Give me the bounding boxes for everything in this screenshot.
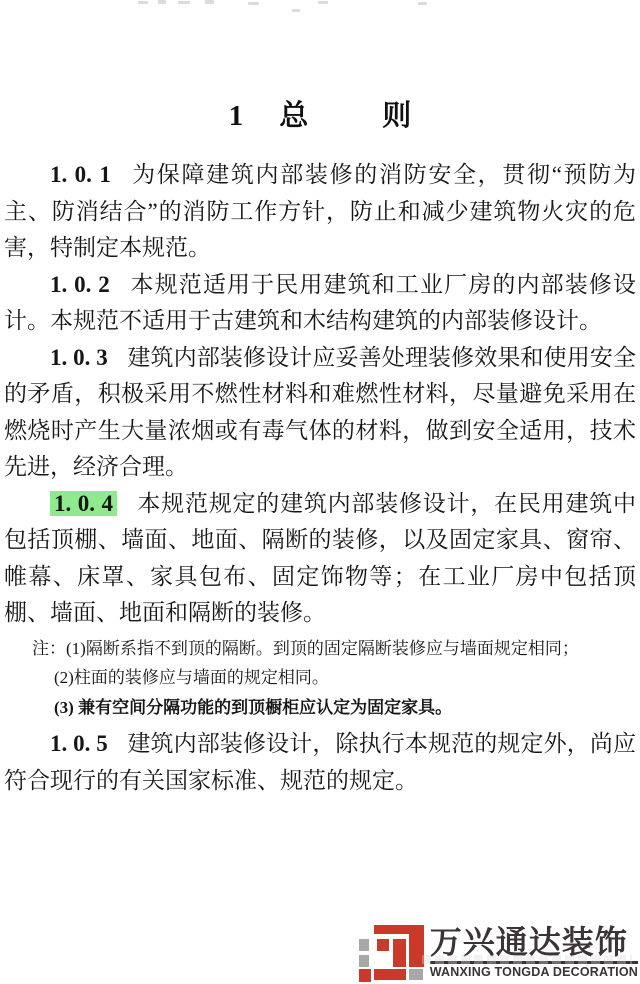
logo-block — [359, 969, 371, 982]
clause-label: 1. 0. 5 — [50, 731, 108, 756]
scan-artifact — [138, 1, 148, 4]
logo-block — [409, 925, 424, 967]
clause-label: 1. 0. 3 — [50, 344, 108, 370]
clause-text: 建筑内部装修设计应妥善处理装修效果和使用安全的矛盾，积极采用不燃性材料和难燃性材料，尽量避免采用在燃烧时产生大量浓烟或有毒气体的材料，做到安全适用，技术先进，经济合理。 — [4, 344, 637, 479]
company-logo-watermark — [359, 925, 638, 982]
clause-1-0-1 — [4, 157, 636, 267]
scan-artifact — [248, 2, 259, 5]
scan-artifact — [205, 0, 214, 4]
clause-text: 为保障建筑内部装修的消防安全，贯彻“预防为主、防消结合”的消防工作方针，防止和减少建筑物火灾的危害，特制定本规范。 — [4, 162, 636, 260]
note-lead: 注： — [32, 638, 66, 658]
clause-label: 1. 0. 1 — [50, 162, 111, 187]
logo-block — [409, 969, 423, 980]
chapter-title — [4, 0, 636, 133]
logo-block — [393, 939, 406, 967]
chapter-title-char-a: 总 — [279, 100, 309, 132]
company-name-cn: 万兴通达装饰 — [429, 924, 628, 960]
clause-text: 建筑内部装修设计，除执行本规范的规定外，尚应符合现行的有关国家标准、规范的规定。 — [4, 731, 637, 793]
clause-1-0-4 — [4, 486, 636, 632]
note-text: (2)柱面的装修应与墙面的规定相同。 — [54, 668, 329, 687]
logo-block — [374, 969, 406, 980]
logo-block — [359, 939, 369, 951]
clause-text: 本规范适用于民用建筑和工业厂房的内部装修设计。本规范不适用于古建筑和木结构建筑的内部装修设计。 — [4, 271, 637, 333]
scan-artifact — [292, 9, 300, 12]
scan-artifact — [418, 2, 427, 5]
notes-block — [32, 634, 636, 723]
note-text: (1)隔断系指不到顶的隔断。到顶的固定隔断装修应与墙面规定相同； — [66, 638, 579, 658]
clause-1-0-2 — [4, 267, 636, 340]
note-item-1 — [32, 634, 636, 664]
scan-artifact — [178, 1, 190, 4]
scan-artifact — [158, 0, 166, 4]
company-name-en: WANXING TONGDA DECORATION — [430, 961, 638, 980]
clause-text: 本规范规定的建筑内部装修设计，在民用建筑中包括顶棚、墙面、地面、隔断的装修，以及固定家具、窗帘、帷幕、床罩、家具包布、固定饰物等；在工业厂房中包括顶棚、墙面、地面和隔断的装修。 — [4, 490, 637, 625]
clause-1-0-5 — [4, 726, 636, 799]
clause-label-highlighted: 1. 0. 4 — [50, 491, 117, 516]
scan-artifact — [318, 1, 328, 4]
clause-label: 1. 0. 2 — [50, 271, 110, 297]
logo-mark-icon — [359, 925, 425, 982]
chapter-title-char-b: 则 — [382, 100, 412, 132]
logo-text — [430, 925, 638, 980]
logo-block — [359, 955, 369, 967]
note-item-3 — [32, 693, 636, 723]
logo-block — [377, 939, 389, 951]
note-item-2 — [32, 663, 636, 693]
clause-1-0-3 — [4, 340, 636, 486]
note-text: (3) 兼有空间分隔功能的到顶橱柜应认定为固定家具。 — [54, 697, 453, 717]
chapter-number: 1 — [228, 100, 244, 132]
